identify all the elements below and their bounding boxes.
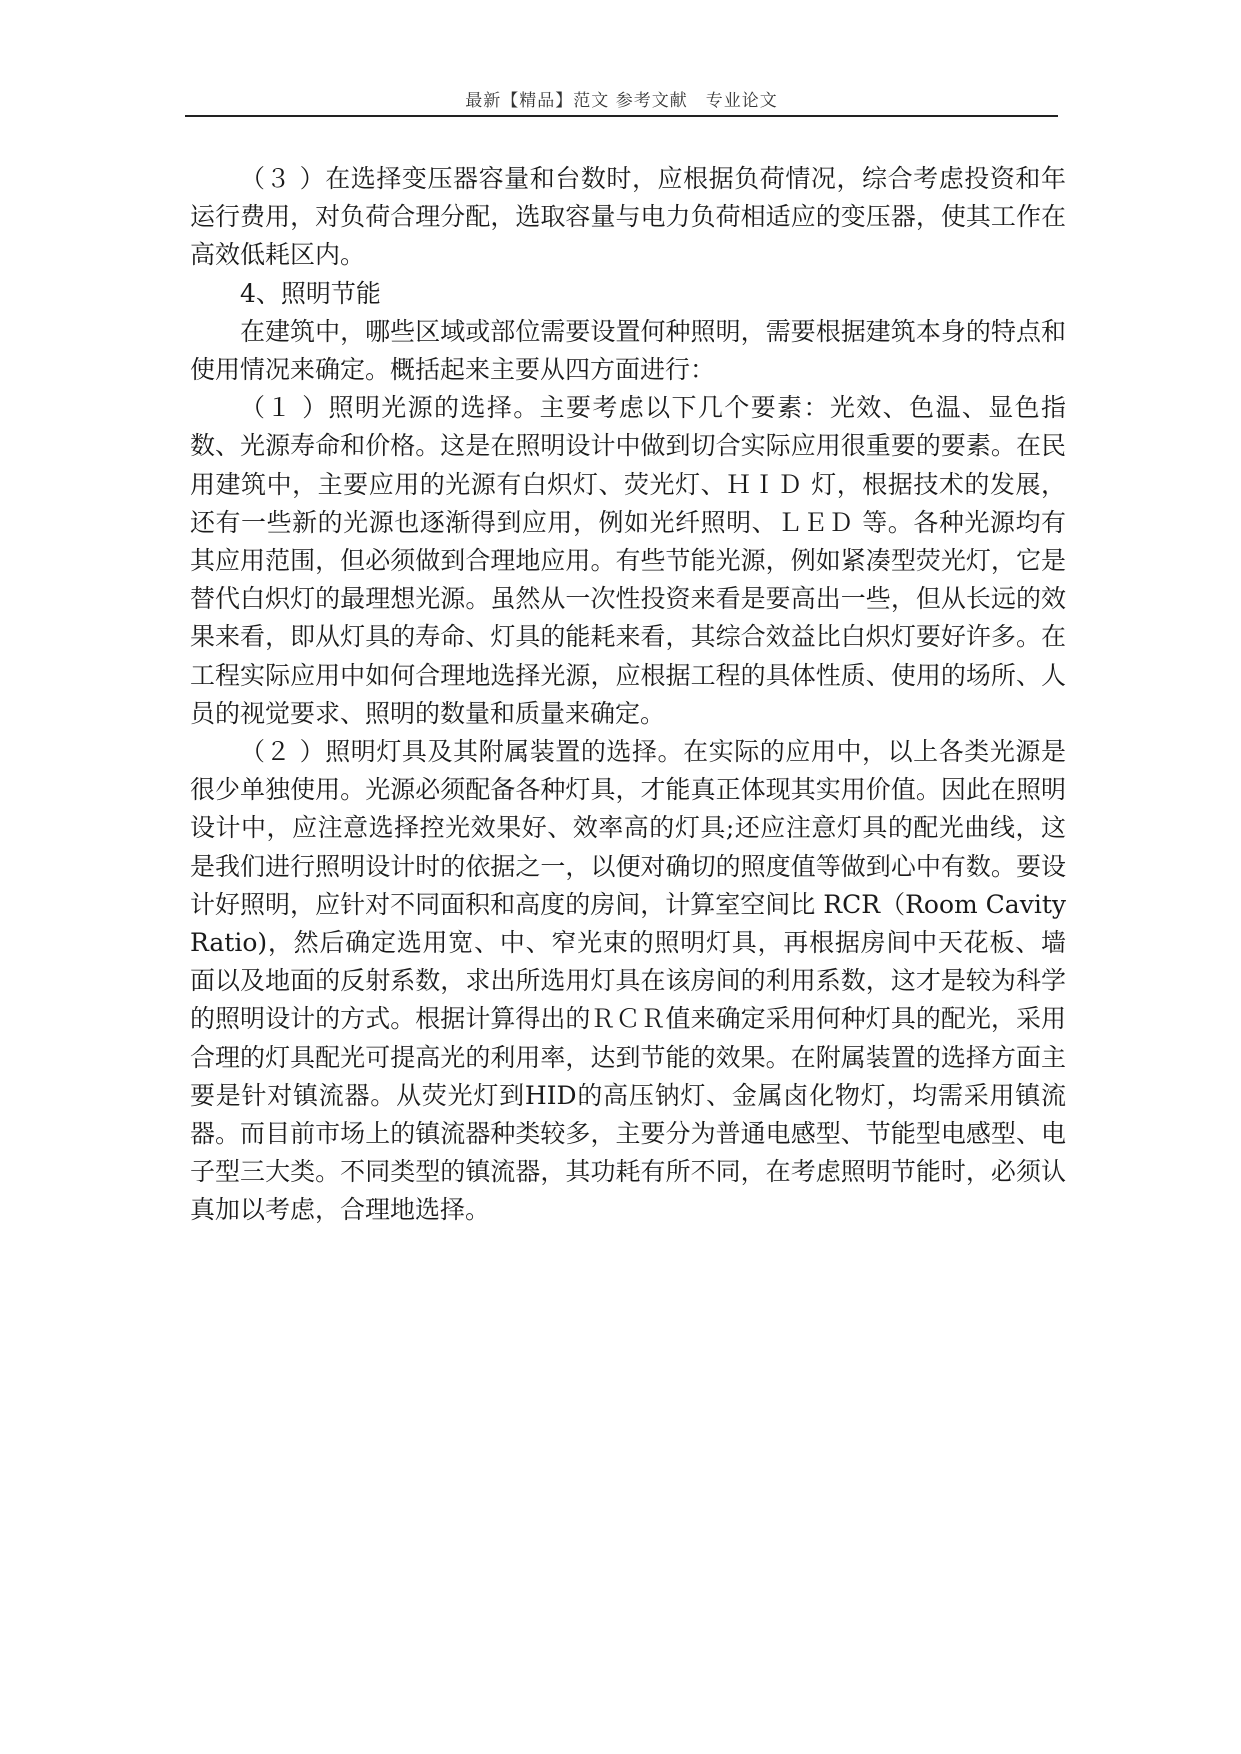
section-heading-lighting-energy-saving: 4、照明节能 <box>240 278 381 308</box>
paragraph-lighting-intro: 在建筑中，哪些区域或部位需要设置何种照明，需要根据建筑本身的特点和使用情况来确定。概括起来主要从四方面进行： <box>190 316 1066 385</box>
header-divider <box>185 115 1058 117</box>
paragraph-transformer-selection: （３ ）在选择变压器容量和台数时，应根据负荷情况，综合考虑投资和年运行费用，对负荷合理分配，选取容量与电力负荷相适应的变压器，使其工作在高效低耗区内。 <box>190 164 1066 270</box>
paragraph-light-source-selection: （１ ）照明光源的选择。主要考虑以下几个要素：光效、色温、显色指数、光源寿命和价格。这是在照明设计中做到切合实际应用很重要的要素。在民用建筑中，主要应用的光源有白炽灯、荧光灯、ＨＩＤ 灯，根据技术的发展，还有一些新的光源也逐渐得到应用，例如光纤照明、ＬＥＤ 等。各种光源均有其应用范围，但必须做到合理地应用。有些节能光源，例如紧凑型荧光灯，它是替代白炽灯的最理想光源。虽然从一次性投资来看是要高出一些，但从长远的效果来看，即从灯具的寿命、灯具的能耗来看，其综合效益比白炽灯要好许多。在工程实际应用中如何合理地选择光源，应根据工程的具体性质、使用的场所、人员的视觉要求、照明的数量和质量来确定。 <box>190 393 1066 728</box>
document-body <box>190 160 1066 1230</box>
page-header: 最新【精品】范文 参考文献 专业论文 <box>465 91 778 111</box>
paragraph-luminaire-selection: （２ ）照明灯具及其附属装置的选择。在实际的应用中，以上各类光源是很少单独使用。光源必须配备各种灯具，才能真正体现其实用价值。因此在照明设计中，应注意选择控光效果好、效率高的灯具;还应注意灯具的配光曲线，这是我们进行照明设计时的依据之一，以便对确切的照度值等做到心中有数。要设计好照明，应针对不同面积和高度的房间，计算室空间比 RCR（Room Cavity Ratio)，然后确定选用宽、中、窄光束的照明灯具，再根据房间中天花板、墙面以及地面的反射系数，求出所选用灯具在该房间的利用系数，这才是较为科学的照明设计的方式。根据计算得出的ＲＣＲ值来确定采用何种灯具的配光，采用合理的灯具配光可提高光的利用率，达到节能的效果。在附属装置的选择方面主要是针对镇流器。从荧光灯到HID的高压钠灯、金属卤化物灯，均需采用镇流器。而目前市场上的镇流器种类较多，主要分为普通电感型、节能型电感型、电子型三大类。不同类型的镇流器，其功耗有所不同，在考虑照明节能时，必须认真加以考虑，合理地选择。 <box>190 737 1066 1225</box>
